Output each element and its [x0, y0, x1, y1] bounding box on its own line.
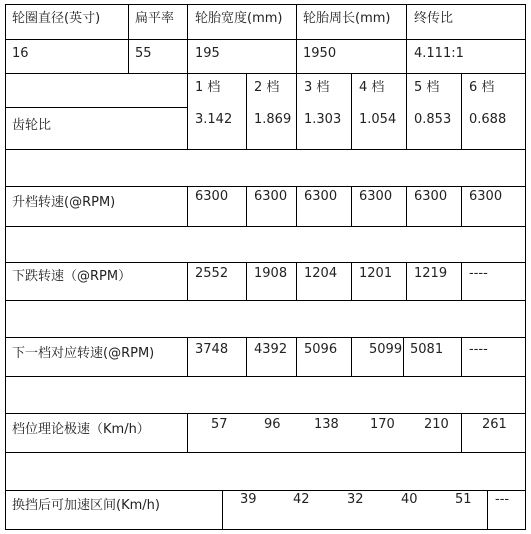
rule: [461, 186, 462, 227]
row-value: 6300: [195, 189, 229, 204]
row-value: 1.054: [359, 112, 397, 127]
rule: [5, 73, 526, 74]
row-value: 138: [314, 417, 339, 432]
row-value: 1204: [304, 266, 338, 281]
aspect-ratio-value: 55: [135, 46, 152, 61]
rule: [296, 337, 297, 377]
row-value: 170: [370, 417, 395, 432]
row-value: 0.688: [469, 112, 507, 127]
rule: [246, 337, 247, 377]
row-label: 升档转速(@RPM): [12, 195, 116, 210]
rule: [351, 337, 352, 377]
rule: [187, 186, 188, 227]
rule: [461, 413, 462, 453]
row-value: 32: [347, 492, 364, 507]
row-value: 6300: [414, 189, 448, 204]
row-value: 57: [211, 417, 228, 432]
row-label: 换挡后可加速区间(Km/h): [12, 498, 160, 513]
rule: [487, 490, 488, 530]
gear-header: 6 档: [469, 80, 495, 95]
row-value: 96: [264, 417, 281, 432]
rim-diameter-header: 轮圈直径(英寸): [12, 11, 101, 26]
row-value: 1201: [359, 266, 393, 281]
row-value: 5081: [410, 342, 444, 357]
rule: [406, 262, 407, 301]
row-value: 3748: [195, 342, 229, 357]
rule: [246, 262, 247, 301]
rule: [5, 262, 526, 263]
rule: [5, 107, 187, 108]
tire-width-header: 轮胎宽度(mm): [195, 11, 283, 26]
row-value: 1219: [414, 266, 448, 281]
rule: [461, 73, 462, 150]
rule: [5, 149, 526, 150]
gear-header: 3 档: [304, 80, 330, 95]
rule: [5, 186, 526, 187]
rule: [403, 337, 404, 377]
row-label: 档位理论极速（Km/h）: [12, 422, 150, 437]
rule: [461, 337, 462, 377]
gear-header: 1 档: [195, 80, 221, 95]
rule: [525, 4, 526, 530]
rule: [351, 186, 352, 227]
rule: [406, 4, 407, 150]
gear-header: 5 档: [414, 80, 440, 95]
rule: [128, 4, 129, 74]
rule: [246, 186, 247, 227]
rule: [5, 376, 526, 377]
row-value: 6300: [469, 189, 503, 204]
gear-header: 2 档: [254, 80, 280, 95]
row-value: 5099: [369, 342, 403, 357]
rule: [5, 4, 526, 5]
rule: [5, 529, 526, 530]
row-value: 39: [240, 492, 257, 507]
tire-width-value: 195: [195, 46, 220, 61]
rule: [5, 300, 526, 301]
rule: [187, 413, 188, 453]
row-value: 1.869: [254, 112, 292, 127]
row-value: 6300: [304, 189, 338, 204]
rule: [187, 337, 188, 377]
rule: [5, 452, 526, 453]
row-value: ----: [469, 266, 488, 281]
rule: [351, 262, 352, 301]
row-value: 1908: [254, 266, 288, 281]
row-value: 6300: [359, 189, 393, 204]
row-value: 5096: [304, 342, 338, 357]
gear-header: 4 档: [359, 80, 385, 95]
rule: [246, 73, 247, 150]
row-value: ---: [495, 492, 510, 507]
final-drive-value: 4.111:1: [414, 46, 464, 61]
row-value: 261: [482, 417, 507, 432]
row-value: 6300: [254, 189, 288, 204]
row-value: 40: [401, 492, 418, 507]
rule: [5, 39, 526, 40]
rule: [296, 186, 297, 227]
row-label: 下一档对应转速(@RPM): [12, 346, 155, 361]
rule: [351, 73, 352, 150]
row-label: 下跌转速（@RPM）: [12, 269, 132, 284]
row-value: 210: [424, 417, 449, 432]
rule: [461, 262, 462, 301]
row-value: 42: [293, 492, 310, 507]
rule: [187, 262, 188, 301]
row-value: 3.142: [195, 112, 233, 127]
row-value: 1.303: [304, 112, 342, 127]
final-drive-header: 终传比: [414, 11, 454, 26]
row-value: 0.853: [414, 112, 452, 127]
rule: [187, 4, 188, 150]
row-value: 51: [455, 492, 472, 507]
rule: [5, 4, 6, 530]
rule: [296, 262, 297, 301]
row-value: 4392: [254, 342, 288, 357]
rule: [5, 413, 526, 414]
rule: [5, 337, 526, 338]
aspect-ratio-header: 扁平率: [135, 11, 175, 26]
rule: [222, 490, 223, 530]
tire-circumference-value: 1950: [303, 46, 337, 61]
row-value: 2552: [195, 266, 229, 281]
rim-diameter-value: 16: [12, 46, 29, 61]
rule: [406, 186, 407, 227]
rule: [5, 490, 526, 491]
rule: [5, 226, 526, 227]
rule: [296, 4, 297, 150]
tire-circumference-header: 轮胎周长(mm): [303, 11, 391, 26]
row-label: 齿轮比: [12, 118, 52, 133]
row-value: ----: [469, 342, 488, 357]
